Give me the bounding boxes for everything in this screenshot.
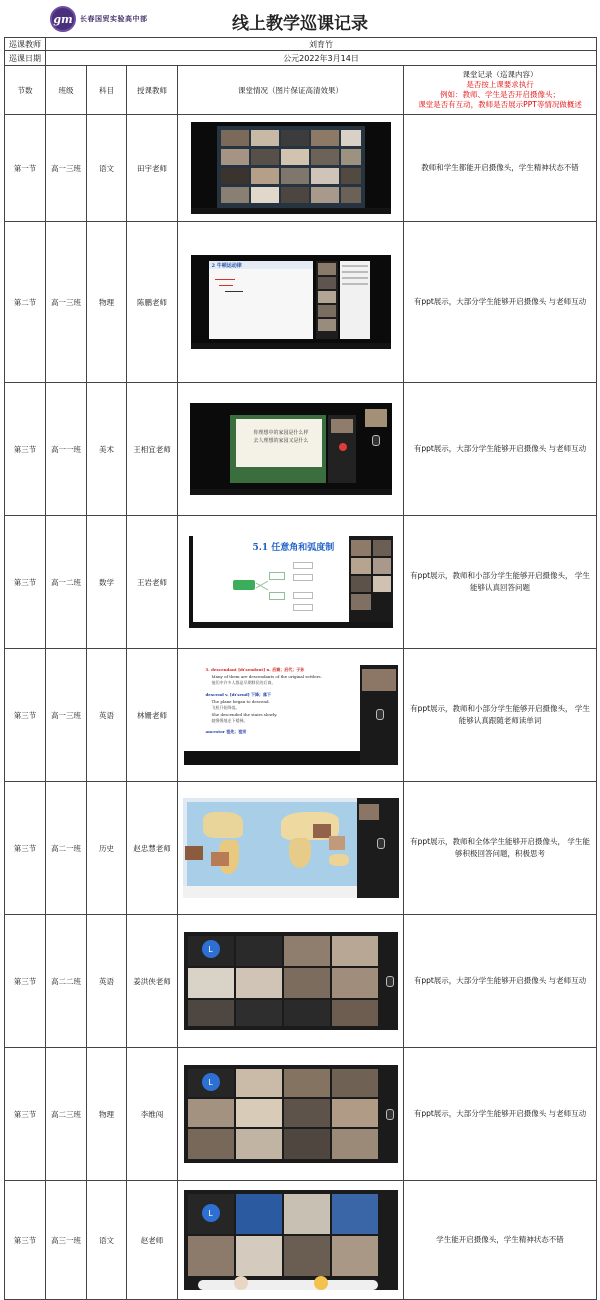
screenshot-cell	[178, 782, 404, 915]
subject-cell: 英语	[87, 649, 127, 782]
slide-line-1: 你理想中的家园是什么样	[253, 430, 309, 436]
vocab-example-2: The plane began to descend.	[211, 699, 270, 704]
school-name: 长春国贸实验高中部	[80, 14, 148, 23]
notes-cell: 教师和学生都能开启摄像头，学生精神状态不错	[404, 115, 597, 222]
table-row	[5, 516, 597, 649]
subject-cell: 物理	[87, 222, 127, 383]
table-row	[5, 782, 597, 915]
col-class: 班级	[46, 66, 87, 115]
inspector-row	[5, 38, 597, 51]
period-cell: 第三节	[5, 383, 46, 516]
subject-cell: 美术	[87, 383, 127, 516]
col-teacher: 授课教师	[127, 66, 178, 115]
vocab-example-3-cn: 她慢慢地走下楼梯。	[211, 718, 248, 723]
screenshot-cell	[178, 915, 404, 1048]
record-req-3: 课堂是否有互动，教师是否展示PPT等情况做概述	[418, 100, 582, 109]
table-row	[5, 383, 597, 516]
screenshot-cell	[178, 1048, 404, 1181]
screenshot-cell	[178, 115, 404, 222]
classroom-screenshot	[191, 122, 391, 214]
table-row	[5, 649, 597, 782]
screenshot-cell	[178, 516, 404, 649]
inspector-label: 巡课教师	[5, 38, 46, 51]
classroom-screenshot	[184, 1190, 398, 1290]
teacher-cell: 赵忠慧老师	[127, 782, 178, 915]
vocab-example-1: Many of them are descendants of the original settlers.	[211, 674, 322, 679]
classroom-screenshot	[184, 932, 398, 1030]
notes-cell: 有ppt展示，教师和全体学生能够开启摄像头， 学生能够积极回答问题，积极思考	[404, 782, 597, 915]
teacher-cell: 赵老师	[127, 1181, 178, 1300]
classroom-screenshot	[191, 255, 391, 349]
period-cell: 第三节	[5, 1048, 46, 1181]
record-req-2: 例如：教师、学生是否开启摄像头；	[440, 90, 560, 99]
column-header-row	[5, 66, 597, 115]
record-title: 课堂记录（巡课内容）	[462, 70, 538, 79]
notes-cell: 有ppt展示，大部分学生能够开启摄像头 与老师互动	[404, 915, 597, 1048]
classroom-screenshot	[189, 536, 393, 628]
user-avatar: L	[202, 940, 220, 958]
table-row	[5, 115, 597, 222]
teacher-cell: 林姗老师	[127, 649, 178, 782]
classroom-screenshot	[184, 665, 398, 765]
vocab-example-3: She descended the stairs slowly.	[211, 712, 278, 717]
period-cell: 第三节	[5, 915, 46, 1048]
notes-cell: 有ppt展示，教师和小部分学生能够开启摄像头， 学生能够认真回答问题	[404, 516, 597, 649]
date-row	[5, 51, 597, 66]
screenshot-cell	[178, 383, 404, 516]
class-cell: 高一三班	[46, 222, 87, 383]
slide-heading: 5.1 任意角和弧度制	[252, 543, 335, 553]
subject-cell: 英语	[87, 915, 127, 1048]
slide-heading: 2 牛顿运动律	[211, 263, 242, 269]
vocab-word-3: ancestor 祖先；祖宗	[205, 729, 247, 734]
date-label: 巡课日期	[5, 51, 46, 66]
teacher-cell: 李维闯	[127, 1048, 178, 1181]
teacher-cell: 王岩老师	[127, 516, 178, 649]
subject-cell: 语文	[87, 1181, 127, 1300]
screenshot-cell	[178, 1181, 404, 1300]
subject-cell: 历史	[87, 782, 127, 915]
teacher-cell: 陈鹏老师	[127, 222, 178, 383]
classroom-screenshot	[184, 1065, 398, 1163]
table-row	[5, 222, 597, 383]
date-value: 公元2022年3月14日	[46, 51, 597, 66]
classroom-screenshot	[190, 403, 392, 495]
class-cell: 高二一班	[46, 782, 87, 915]
table-row	[5, 1048, 597, 1181]
class-cell: 高一二班	[46, 516, 87, 649]
classroom-screenshot	[183, 798, 399, 898]
class-cell: 高二二班	[46, 915, 87, 1048]
document-header	[0, 0, 600, 37]
period-cell: 第三节	[5, 782, 46, 915]
col-situation: 课堂情况（图片保证高清效果）	[178, 66, 404, 115]
class-cell: 高一三班	[46, 115, 87, 222]
subject-cell: 物理	[87, 1048, 127, 1181]
period-cell: 第二节	[5, 222, 46, 383]
col-subject: 科目	[87, 66, 127, 115]
period-cell: 第三节	[5, 516, 46, 649]
col-period: 节数	[5, 66, 46, 115]
class-cell: 高二三班	[46, 1048, 87, 1181]
col-record	[404, 66, 597, 115]
vocab-word-1: 5. descendant [dɪˈsendənt] n. 后裔；后代；子孙	[205, 667, 305, 672]
screenshot-cell	[178, 222, 404, 383]
subject-cell: 语文	[87, 115, 127, 222]
slide-line-2: 去人理想的家园又是什么	[253, 438, 309, 444]
subject-cell: 数学	[87, 516, 127, 649]
record-req-1: 是否按上课要求执行	[466, 80, 534, 89]
teacher-cell: 姜洪侠老师	[127, 915, 178, 1048]
notes-cell: 有ppt展示，教师和小部分学生能够开启摄像头， 学生能够认真跟随老师读单词	[404, 649, 597, 782]
period-cell: 第一节	[5, 115, 46, 222]
table-row	[5, 915, 597, 1048]
vocab-example-2-cn: 飞机开始降落。	[211, 705, 240, 710]
teacher-cell: 王相宜老师	[127, 383, 178, 516]
record-table	[4, 37, 597, 1300]
table-row	[5, 1181, 597, 1300]
screenshot-cell	[178, 649, 404, 782]
class-cell: 高三一班	[46, 1181, 87, 1300]
document-title: 线上教学巡课记录	[232, 14, 368, 34]
user-avatar: L	[202, 1073, 220, 1091]
class-cell: 高一一班	[46, 383, 87, 516]
notes-cell: 有ppt展示，大部分学生能够开启摄像头 与老师互动	[404, 1048, 597, 1181]
period-cell: 第三节	[5, 649, 46, 782]
notes-cell: 有ppt展示，大部分学生能够开启摄像头 与老师互动	[404, 222, 597, 383]
user-avatar: L	[202, 1204, 220, 1222]
teacher-cell: 田宇老师	[127, 115, 178, 222]
vocab-example-1-cn: 他们中许多人都是早期移民的后裔。	[211, 680, 276, 685]
inspector-value: 刘育竹	[46, 38, 597, 51]
period-cell: 第三节	[5, 1181, 46, 1300]
school-logo: gm	[50, 6, 76, 32]
notes-cell: 学生能开启摄像头，学生精神状态不错	[404, 1181, 597, 1300]
vocab-word-2: descend v. [dɪˈsend] 下降；落下	[205, 692, 272, 697]
notes-cell: 有ppt展示，大部分学生能够开启摄像头 与老师互动	[404, 383, 597, 516]
class-cell: 高一三班	[46, 649, 87, 782]
